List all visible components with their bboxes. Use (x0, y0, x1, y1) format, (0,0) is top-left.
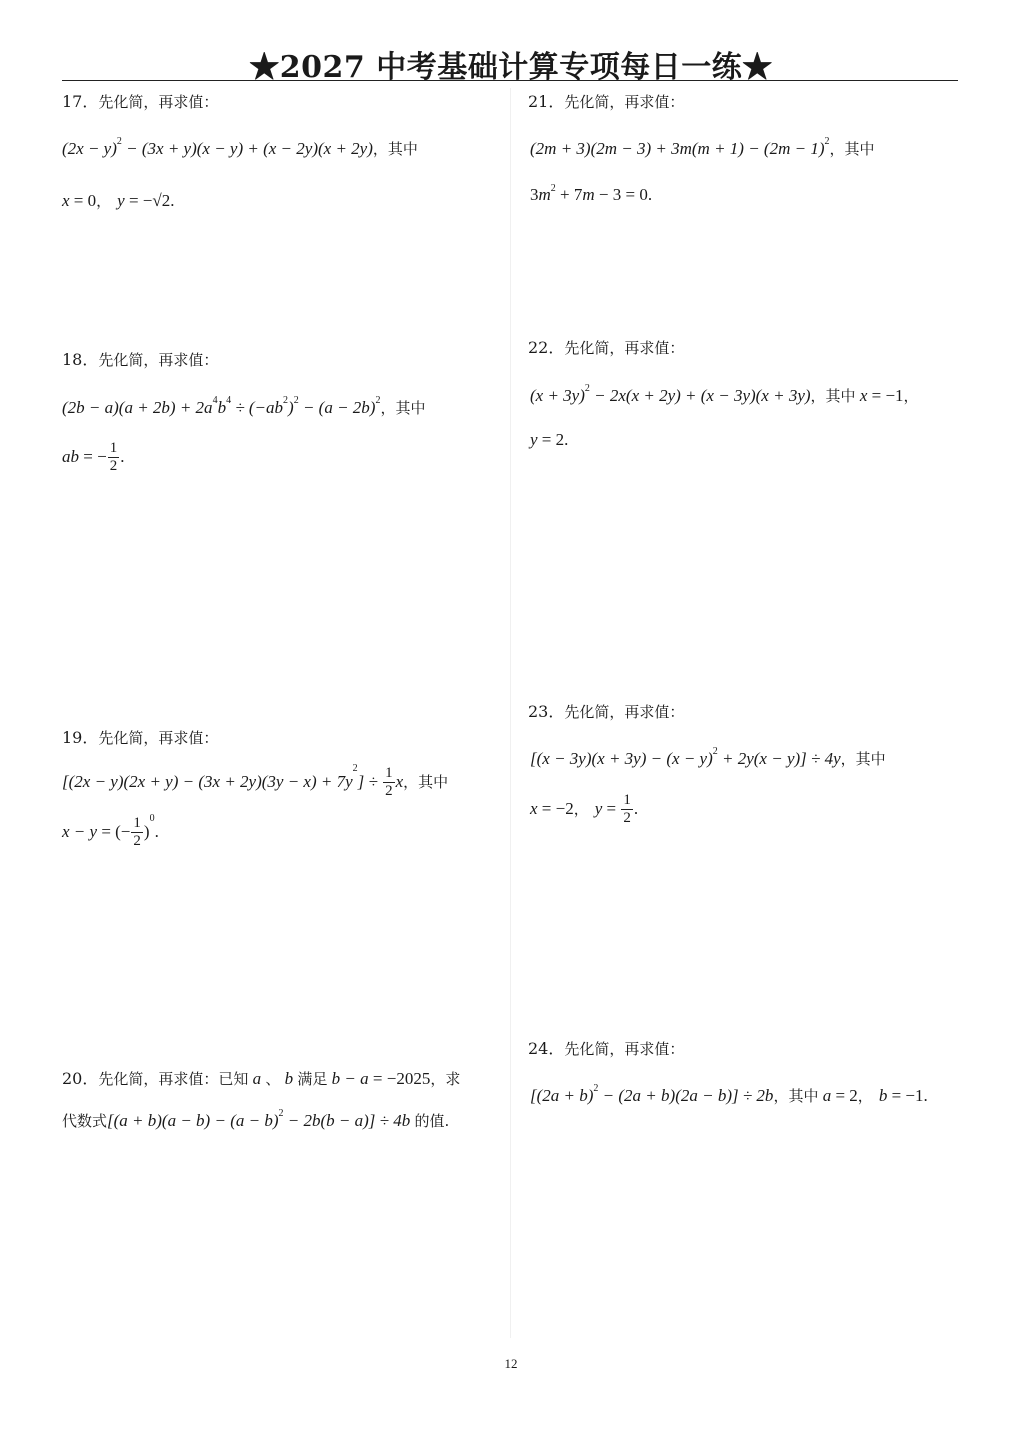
connector-text: ，其中 (840, 750, 886, 768)
problem-number: 19． (62, 728, 99, 747)
problem-instruction: 先化简，再求值： (98, 729, 219, 747)
problem-number: 24． (528, 1039, 565, 1058)
problem-instruction: 先化简，再求值： (564, 339, 685, 357)
connector-text: ，其中 (372, 140, 418, 158)
problem-21-heading (528, 94, 684, 110)
connector-text: ，其中 (829, 140, 875, 158)
problem-20-line-2: 代数式$[(a + b)(a - b) - (a - b)^2 - 2b(b - a)] \div 4b$ 的值. (62, 1108, 450, 1130)
problem-24-heading (528, 1041, 684, 1057)
problem-number: 18． (62, 350, 99, 369)
problem-17-expression: $(2x - y)^2 - (3x + y)(x - y) + (x - 2y)(x + 2y)$，其中 (62, 136, 418, 158)
problem-17-heading (62, 94, 218, 110)
problem-23-heading (528, 704, 684, 720)
problem-number: 22． (528, 338, 565, 357)
problem-19-condition: x − y = (− $\frac{1}{2}$ )$^0$. (62, 813, 159, 849)
problem-21-condition: $3m^2 + 7m - 3 = 0$. (530, 183, 653, 204)
connector-text: ，其中 (403, 773, 449, 791)
problem-18-expression: $(2b - a)(a + 2b) + 2a^4b^4 \div (-ab^2)^2 - (a - 2b)^2$，其中 (62, 395, 426, 417)
connector-text: ，其中 (773, 1087, 819, 1105)
problem-22-expression: $(x + 3y)^2 - 2x(x + 2y) + (x - 3y)(x + 3y)$，其中 x = −1， (530, 383, 919, 405)
column-divider (510, 88, 511, 1338)
problem-19-expression: $[(2x - y)(2x + y) - (3x + 2y)(3y - x) + 7y^2]$ ÷ $\frac{1}{2}$ x，其中 (62, 763, 449, 799)
problem-23-condition: x = −2， y = $\frac{1}{2}$ . (530, 792, 639, 826)
problem-19-heading (62, 730, 218, 746)
problem-18-condition: ab = − $\frac{1}{2}$ . (62, 440, 125, 474)
page-title: ★2027 中考基础计算专项每日一练★ (249, 50, 773, 85)
problem-instruction: 先化简，再求值： (564, 93, 685, 111)
problem-instruction: 先化简，再求值： (98, 351, 219, 369)
problem-instruction: 先化简，再求值： (564, 703, 685, 721)
problem-instruction: 先化简，再求值： (564, 1040, 685, 1058)
problem-instruction: 先化简，再求值： (98, 93, 219, 111)
connector-text: ，其中 (810, 387, 856, 405)
problem-23-expression: $[(x - 3y)(x + 3y) - (x - y)^2 + 2y(x - y)] \div 4y$，其中 (530, 746, 886, 768)
problem-22-condition: y = 2. (530, 430, 569, 449)
problem-21-expression: $(2m + 3)(2m - 3) + 3m(m + 1) - (2m - 1)^2$，其中 (530, 136, 875, 158)
problem-24-expression: $[(2a + b)^2 - (2a + b)(2a - b)] \div 2b$，其中 a = 2， b = −1. (530, 1083, 928, 1105)
header-rule (62, 80, 958, 81)
problem-17-condition: x = 0， y = −√2. (62, 191, 175, 210)
problem-22-heading (528, 340, 684, 356)
problem-number: 21． (528, 92, 565, 111)
problem-18-heading (62, 352, 218, 368)
problem-20-line-1: 20．先化简，再求值：已知 a 、 b 满足 b − a = −2025，求 (62, 1069, 461, 1088)
problem-number: 17． (62, 92, 99, 111)
problem-number: 20． (62, 1069, 99, 1088)
connector-text: ，其中 (380, 399, 426, 417)
page-number: 12 (504, 1356, 518, 1371)
problem-number: 23． (528, 702, 565, 721)
